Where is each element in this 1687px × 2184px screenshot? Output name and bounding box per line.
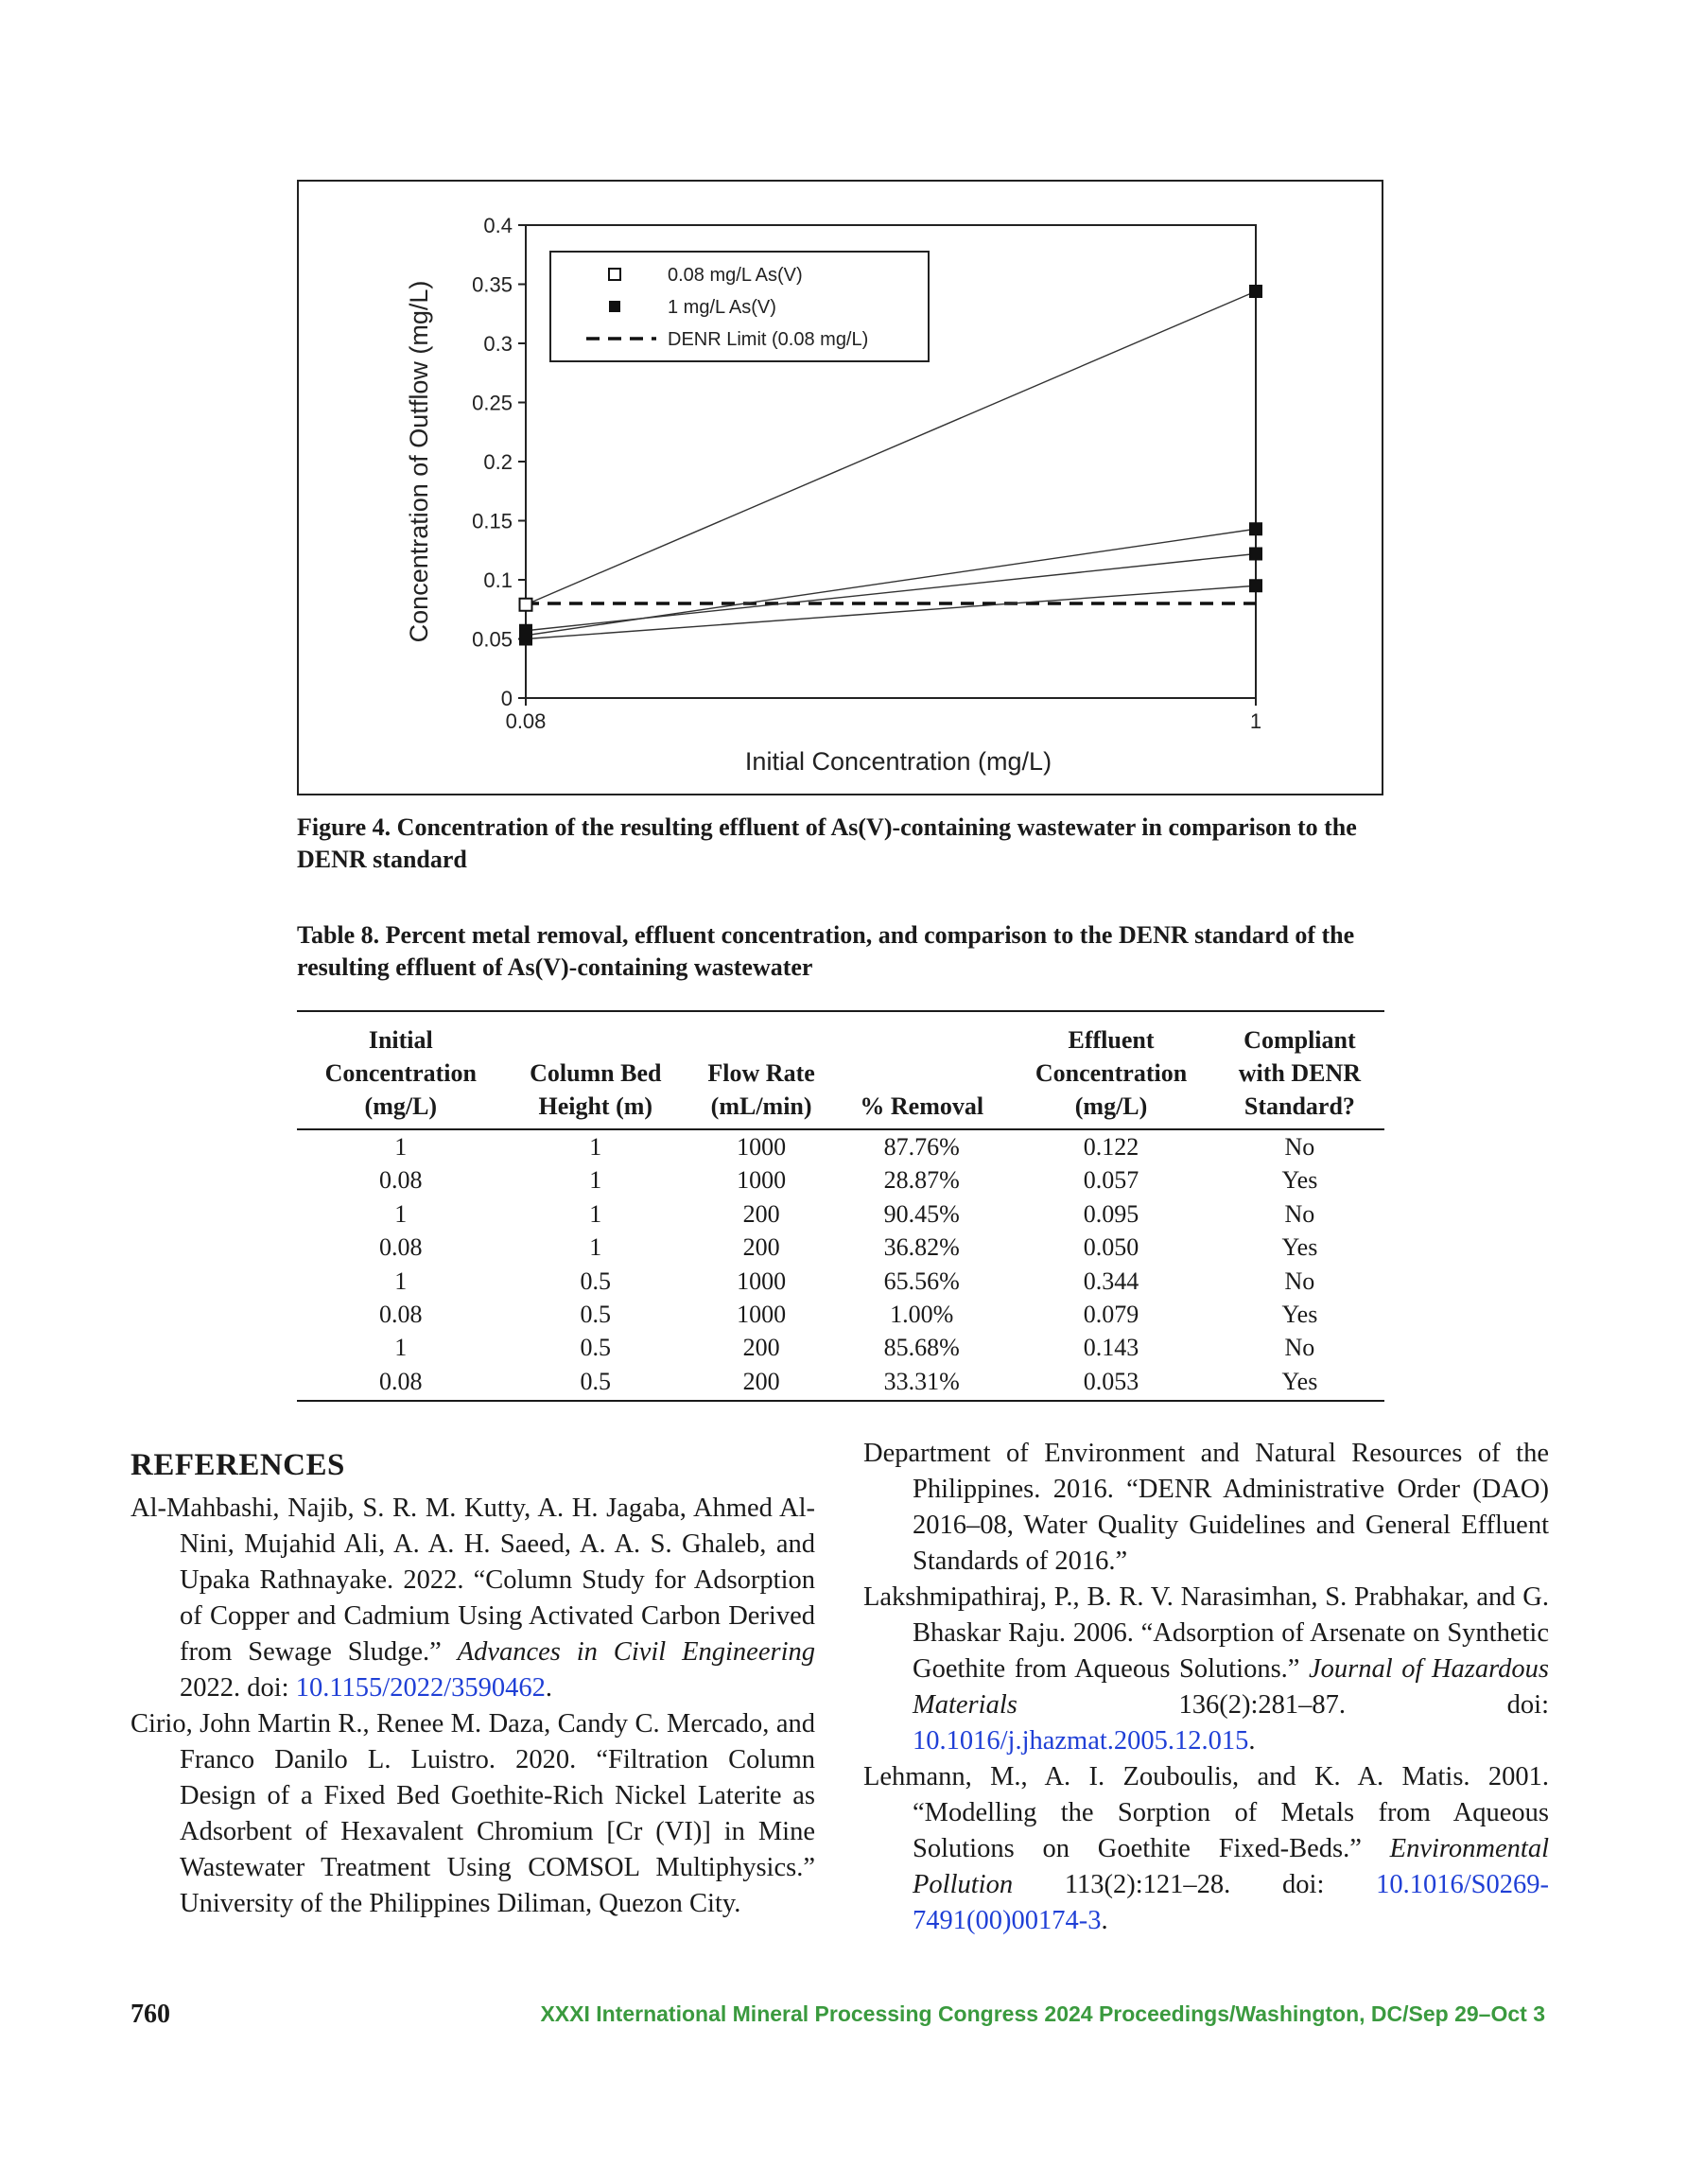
reference-text: 113(2):121–28. doi: <box>1013 1870 1377 1899</box>
table-cell: 0.5 <box>505 1365 687 1401</box>
data-point-1mgL <box>1250 580 1262 592</box>
table-cell: 0.5 <box>580 1301 612 1329</box>
table-header-cell <box>1215 1011 1384 1129</box>
header-text: (mL/min) <box>710 1092 812 1120</box>
reference-journal: Journal of Hazardous Materials <box>913 1654 1549 1720</box>
table-cell: 0.057 <box>1083 1166 1139 1195</box>
references-right-column <box>863 1436 1549 1939</box>
data-point-1mgL <box>520 629 532 641</box>
data-point-1mgL <box>1250 523 1262 535</box>
data-point-1mgL <box>1250 548 1262 560</box>
table-caption: Table 8. Percent metal removal, effluent concentration, and comparison to the DENR standard of the resulting effluent of As(V)-containing wastewater <box>297 921 1355 981</box>
table-cell: 200 <box>742 1233 780 1262</box>
table-row <box>297 1197 1384 1231</box>
table-row <box>297 1129 1384 1163</box>
x-tick-label: 0.08 <box>505 709 547 733</box>
reference-entry <box>863 1436 1549 1580</box>
table-cell: 1000 <box>737 1166 787 1195</box>
header-text: Standard? <box>1244 1092 1355 1120</box>
table-row <box>297 1265 1384 1298</box>
header-text: % Removal <box>860 1092 984 1120</box>
legend-entry-label: 1 mg/L As(V) <box>668 297 776 318</box>
series-connecting-line <box>526 554 1256 631</box>
reference-text: Department of Environment and Natural Resources of the Philippines. 2016. “DENR Administrative Order (DAO) 2016–08, Water Quality Guidelines and General Effluent Standards of 2016.” <box>863 1439 1549 1576</box>
table-header-cell <box>297 1011 505 1129</box>
header-text: Concentration <box>324 1059 477 1087</box>
table-cell: 90.45% <box>883 1199 960 1228</box>
reference-text: Lehmann, M., A. I. Zouboulis, and K. A. Matis. 2001. “Modelling the Sorption of Metals from Aqueous Solutions on Goethite Fixed-Beds.” <box>863 1762 1549 1863</box>
table-cell: 1000 <box>737 1267 787 1295</box>
reference-entry <box>863 1580 1549 1759</box>
doi-link[interactable]: 10.1016/S0269-7491(00)00174-3 <box>913 1870 1549 1935</box>
table-cell: 1 <box>394 1334 408 1362</box>
y-tick-label: 0.2 <box>483 450 513 474</box>
y-tick-label: 0.35 <box>472 272 513 297</box>
table-cell: 1.00% <box>890 1301 954 1329</box>
table-cell: 1 <box>589 1133 602 1161</box>
header-text: Initial <box>368 1026 433 1054</box>
header-text: Compliant <box>1244 1026 1356 1054</box>
table-cell: 85.68% <box>883 1334 960 1362</box>
table-row <box>297 1231 1384 1264</box>
outflow-concentration-chart <box>299 182 1382 794</box>
x-axis-label: Initial Concentration (mg/L) <box>744 747 1052 776</box>
legend-marker-filled <box>609 301 620 312</box>
y-tick-label: 0.4 <box>483 214 513 237</box>
table-cell: 36.82% <box>883 1233 960 1262</box>
table-cell: 0.079 <box>1083 1301 1139 1329</box>
table-cell: 1 <box>394 1267 408 1295</box>
table-cell: 1 <box>589 1166 602 1195</box>
table-cell: 0.050 <box>1083 1233 1139 1262</box>
table-cell: 0.122 <box>1083 1133 1139 1161</box>
references-heading: REFERENCES <box>130 1448 345 1482</box>
table-cell: No <box>1284 1334 1315 1362</box>
references-left-column <box>130 1436 815 1922</box>
table-cell: 1000 <box>737 1301 787 1329</box>
reference-entry <box>130 1706 815 1922</box>
legend-entry-label: 0.08 mg/L As(V) <box>668 265 803 286</box>
y-tick-label: 0 <box>500 687 513 710</box>
table-cell: 1 <box>589 1199 602 1228</box>
table-cell: 0.08 <box>379 1301 423 1329</box>
data-point-1mgL <box>1250 286 1262 298</box>
table-cell: 87.76% <box>883 1133 960 1161</box>
table-row <box>297 1163 1384 1197</box>
table-cell: No <box>1284 1133 1315 1161</box>
legend-marker-open <box>609 269 620 280</box>
header-text: (mg/L) <box>364 1092 438 1120</box>
x-tick-label: 1 <box>1249 709 1262 733</box>
reference-text: Cirio, John Martin R., Renee M. Daza, Candy C. Mercado, and Franco Danilo L. Luistro. 2020. “Filtration Column Design of a Fixed Bed Goethite-Rich Nickel Laterite as Adsorbent of Hexavalent Chromium [Cr (VI)] in Mine Wastewater Treatment Using COMSOL Multiphysics.” University of the Philippines Diliman, Quezon City. <box>130 1709 815 1918</box>
reference-text: Al-Mahbashi, Najib, S. R. M. Kutty, A. H. Jagaba, Ahmed Al-Nini, Mujahid Ali, A. A. H. Saeed, A. A. S. Ghaleb, and Upaka Rathnayake. 2022. “Column Study for Adsorption of Copper and Cadmium Using Activated Carbon Derived from Sewage Sludge.” <box>130 1494 815 1667</box>
table-cell: Yes <box>1215 1365 1384 1401</box>
table-cell: 65.56% <box>883 1267 960 1295</box>
table-cell: No <box>1284 1267 1315 1295</box>
table-cell: 0.344 <box>1083 1267 1139 1295</box>
table-cell: 28.87% <box>883 1166 960 1195</box>
table-cell: 33.31% <box>836 1365 1007 1401</box>
table-cell: 0.08 <box>297 1365 505 1401</box>
page-number: 760 <box>130 2000 170 2029</box>
table-cell: 0.053 <box>1007 1365 1215 1401</box>
table-cell: 0.143 <box>1083 1334 1139 1362</box>
table-cell: 200 <box>687 1365 836 1401</box>
table-cell: No <box>1284 1199 1315 1228</box>
header-text: (mg/L) <box>1074 1092 1148 1120</box>
table-cell: 0.5 <box>580 1267 612 1295</box>
reference-text: . <box>545 1673 552 1703</box>
reference-text: . <box>1248 1726 1256 1756</box>
header-text: Height (m) <box>538 1092 653 1120</box>
header-text: Column Bed <box>530 1059 662 1087</box>
y-axis-label: Concentration of Outflow (mg/L) <box>405 280 433 643</box>
figure-caption: Figure 4. Concentration of the resulting effluent of As(V)-containing wastewater in comparison to the DENR standard <box>297 813 1357 873</box>
reference-entry <box>130 1491 815 1706</box>
table-cell: 0.095 <box>1083 1199 1139 1228</box>
reference-text: 136(2):281–87. doi: <box>1017 1690 1549 1720</box>
removal-table <box>297 1010 1384 1402</box>
table-cell: 1 <box>394 1199 408 1228</box>
legend-entry-label: DENR Limit (0.08 mg/L) <box>668 329 869 350</box>
table-cell: Yes <box>1281 1301 1318 1329</box>
table-cell: 1 <box>589 1233 602 1262</box>
y-tick-label: 0.05 <box>472 627 513 652</box>
table-row <box>297 1365 1384 1401</box>
table-cell: Yes <box>1281 1166 1318 1195</box>
y-tick-label: 0.25 <box>472 391 513 415</box>
reference-text: . <box>1101 1906 1108 1935</box>
y-tick-label: 0.15 <box>472 509 513 533</box>
table-cell: 200 <box>742 1199 780 1228</box>
header-text: with DENR <box>1238 1059 1362 1087</box>
y-tick-label: 0.1 <box>483 568 513 592</box>
header-text: Effluent <box>1068 1026 1155 1054</box>
table-cell: 0.08 <box>379 1166 423 1195</box>
table-row <box>297 1298 1384 1331</box>
figure-frame <box>297 180 1383 795</box>
reference-text: 2022. doi: <box>180 1673 296 1703</box>
table-cell: 0.5 <box>580 1334 612 1362</box>
table-cell: 1 <box>394 1133 408 1161</box>
reference-journal: Environmental Pollution <box>913 1834 1549 1899</box>
table-row <box>297 1331 1384 1364</box>
table-header-cell <box>687 1011 836 1129</box>
footer-text: XXXI International Mineral Processing Congress 2024 Proceedings/Washington, DC/Sep 29–Oct 3 <box>540 2001 1545 2026</box>
table-cell: 0.08 <box>379 1233 423 1262</box>
table-header-cell <box>1007 1011 1215 1129</box>
table-cell: Yes <box>1281 1233 1318 1262</box>
table-header-row <box>297 1011 1384 1129</box>
header-text: Concentration <box>1035 1059 1188 1087</box>
reference-entry <box>863 1759 1549 1939</box>
data-point-008mgL <box>520 599 532 611</box>
reference-journal: Advances in Civil Engineering <box>457 1637 815 1667</box>
header-text: Flow Rate <box>707 1059 815 1087</box>
doi-link[interactable]: 10.1155/2022/3590462 <box>295 1673 546 1703</box>
series-connecting-line <box>526 585 1256 638</box>
table-header-cell <box>505 1011 687 1129</box>
reference-text: Lakshmipathiraj, P., B. R. V. Narasimhan, S. Prabhakar, and G. Bhaskar Raju. 2006. “Adsorption of Arsenate on Synthetic Goethite from Aqueous Solutions.” <box>863 1582 1549 1684</box>
table-header-cell <box>836 1011 1007 1129</box>
table-cell: 200 <box>742 1334 780 1362</box>
y-tick-label: 0.3 <box>483 332 513 356</box>
table-cell: 1000 <box>737 1133 787 1161</box>
doi-link[interactable]: 10.1016/j.jhazmat.2005.12.015 <box>913 1726 1249 1756</box>
